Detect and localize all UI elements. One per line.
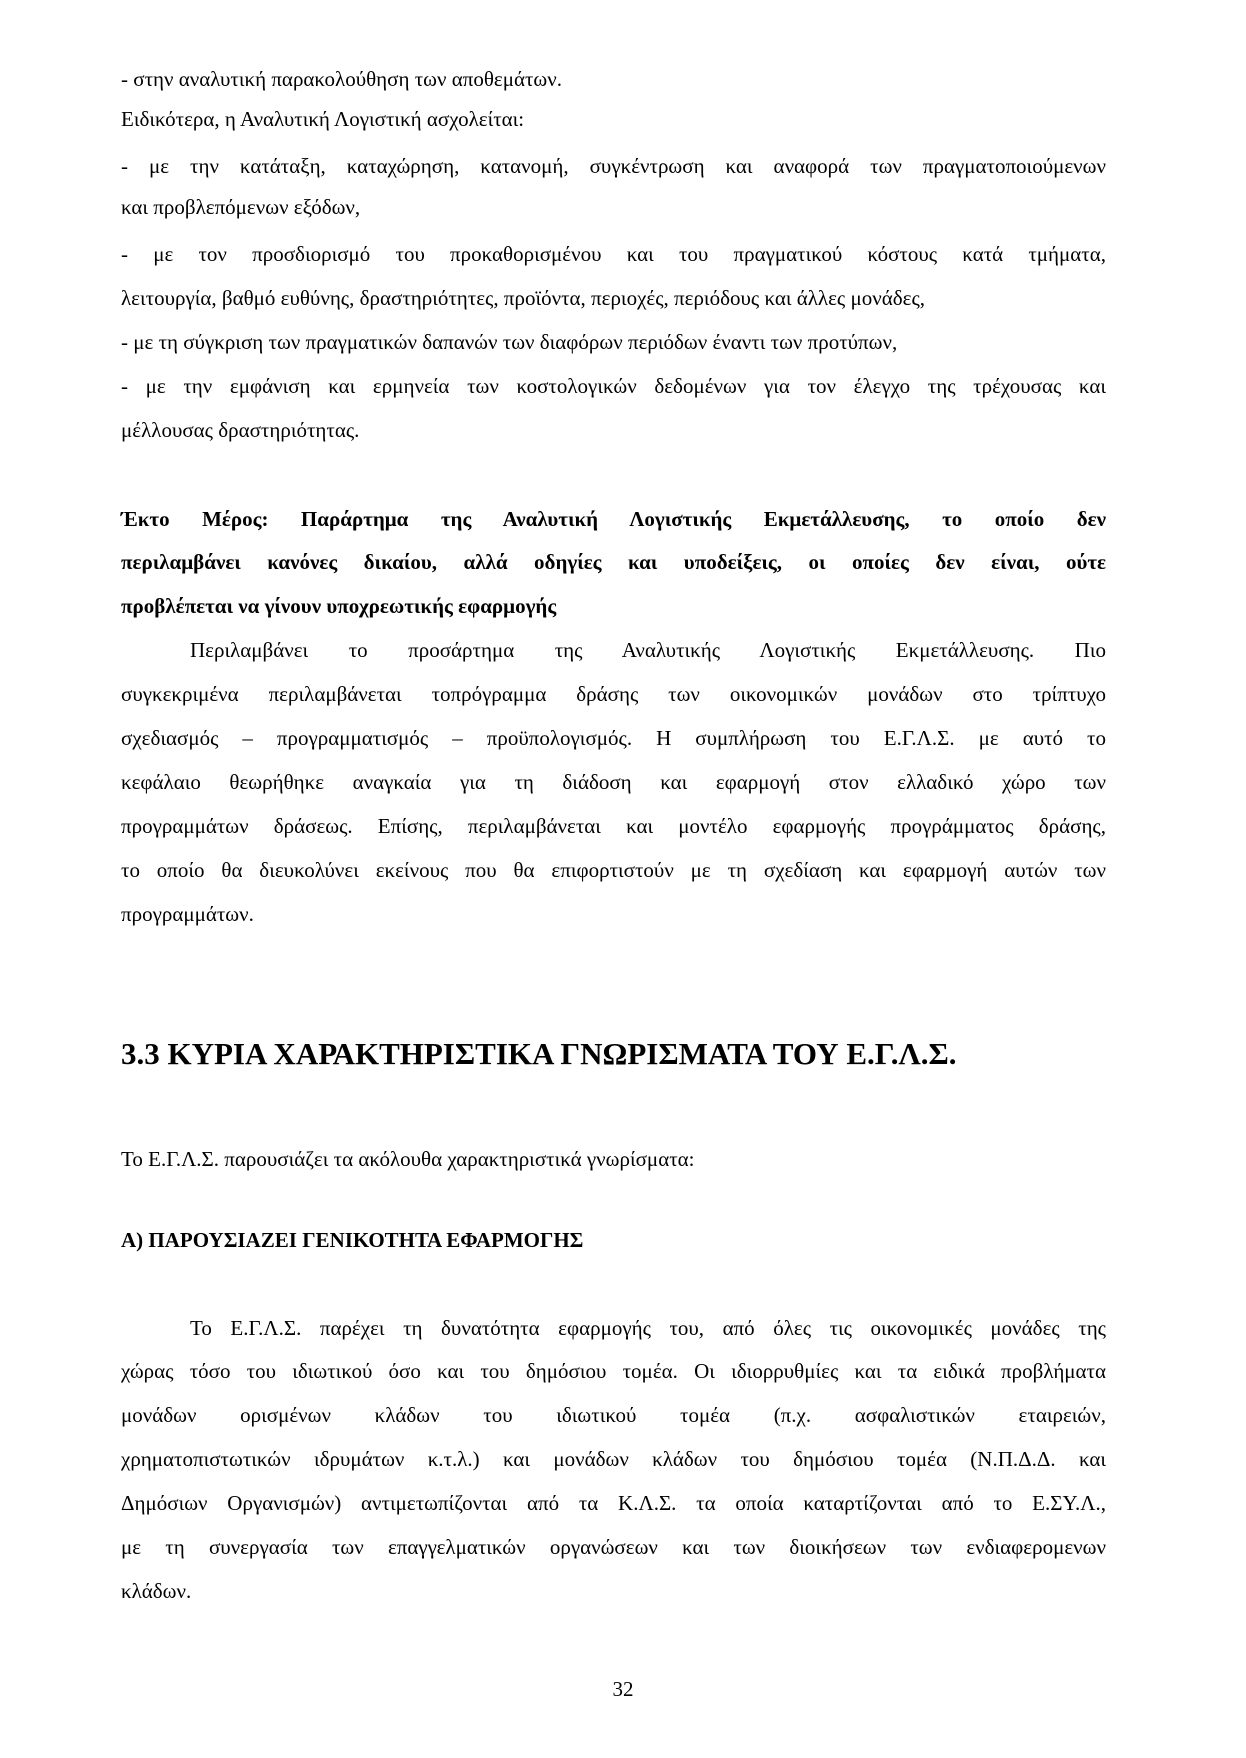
- text-line: - με την εμφάνιση και ερμηνεία των κοστολογικών δεδομένων για τον έλεγχο της τρέχουσας και: [121, 374, 1106, 398]
- text-line: μέλλουσας δραστηριότητας.: [121, 418, 360, 442]
- text-line: κεφάλαιο θεωρήθηκε αναγκαία για τη διάδοση και εφαρμογή στον ελλαδικό χώρο των: [121, 770, 1106, 794]
- page-number: 32: [612, 1677, 634, 1701]
- text-line: κλάδων.: [121, 1579, 192, 1603]
- section-heading: 3.3 ΚΥΡΙΑ ΧΑΡΑΚΤΗΡΙΣΤΙΚΑ ΓΝΩΡΙΣΜΑΤΑ ΤΟΥ Ε.Γ.Λ.Σ.: [121, 1036, 957, 1071]
- sixth-part-title-line: Έκτο Μέρος: Παράρτημα της Αναλυτική Λογιστικής Εκμετάλλευσης, το οποίο δεν: [121, 507, 1106, 531]
- text-line: χρηματοπιστωτικών ιδρυμάτων κ.τ.λ.) και μονάδων κλάδων του δημόσιου τομέα (Ν.Π.Δ.Δ. και: [121, 1447, 1106, 1471]
- intro-line: Το Ε.Γ.Λ.Σ. παρουσιάζει τα ακόλουθα χαρακτηριστικά γνωρίσματα:: [121, 1147, 695, 1171]
- text-line: λειτουργία, βαθμό ευθύνης, δραστηριότητες, προϊόντα, περιοχές, περιόδους και άλλες μονάδες,: [121, 286, 926, 310]
- text-line: - με την κατάταξη, καταχώρηση, κατανομή, συγκέντρωση και αναφορά των πραγματοποιούμενων: [121, 154, 1106, 178]
- text-line: μονάδων ορισμένων κλάδων του ιδιωτικού τομέα (π.χ. ασφαλιστικών εταιρειών,: [121, 1403, 1106, 1427]
- text-line: χώρας τόσο του ιδιωτικού όσο και του δημόσιου τομέα. Οι ιδιορρυθμίες και τα ειδικά προβλήματα: [121, 1359, 1106, 1383]
- sixth-part-title-line: προβλέπεται να γίνουν υποχρεωτικής εφαρμογής: [121, 594, 557, 618]
- text-line: - με τη σύγκριση των πραγματικών δαπανών των διαφόρων περιόδων έναντι των προτύπων,: [121, 330, 898, 354]
- text-line: Ειδικότερα, η Αναλυτική Λογιστική ασχολείται:: [121, 107, 525, 131]
- text-line: σχεδιασμός – προγραμματισμός – προϋπολογισμός. Η συμπλήρωση του Ε.Γ.Λ.Σ. με αυτό το: [121, 726, 1106, 750]
- text-line: και προβλεπόμενων εξόδων,: [121, 195, 361, 219]
- text-line: το οποίο θα διευκολύνει εκείνους που θα επιφορτιστούν με τη σχεδίαση και εφαρμογή αυτών των: [121, 858, 1106, 882]
- text-line: Δημόσιων Οργανισμών) αντιμετωπίζονται από τα Κ.Λ.Σ. τα οποία καταρτίζονται από το Ε.ΣΥ.Λ.,: [121, 1491, 1106, 1515]
- text-line: Περιλαμβάνει το προσάρτημα της Αναλυτικής Λογιστικής Εκμετάλλευσης. Πιο: [190, 638, 1106, 662]
- text-line: συγκεκριμένα περιλαμβάνεται τοπρόγραμμα δράσης των οικονομικών μονάδων στο τρίπτυχο: [121, 682, 1106, 706]
- text-line: - στην αναλυτική παρακολούθηση των αποθεμάτων.: [121, 67, 562, 91]
- text-line: Το Ε.Γ.Λ.Σ. παρέχει τη δυνατότητα εφαρμογής του, από όλες τις οικονομικές μονάδες της: [190, 1316, 1106, 1340]
- text-line: προγραμμάτων δράσεως. Επίσης, περιλαμβάνεται και μοντέλο εφαρμογής προγράμματος δράσης,: [121, 814, 1106, 838]
- subsection-heading: Α) ΠΑΡΟΥΣΙΑΖΕΙ ΓΕΝΙΚΟΤΗΤΑ ΕΦΑΡΜΟΓΗΣ: [121, 1228, 584, 1252]
- text-line: - με τον προσδιορισμό του προκαθορισμένου και του πραγματικού κόστους κατά τμήματα,: [121, 242, 1106, 266]
- sixth-part-title-line: περιλαμβάνει κανόνες δικαίου, αλλά οδηγίες και υποδείξεις, οι οποίες δεν είναι, ούτε: [121, 550, 1106, 574]
- text-line: με τη συνεργασία των επαγγελματικών οργανώσεων και των διοικήσεων των ενδιαφερομενων: [121, 1535, 1106, 1559]
- text-line: προγραμμάτων.: [121, 902, 254, 926]
